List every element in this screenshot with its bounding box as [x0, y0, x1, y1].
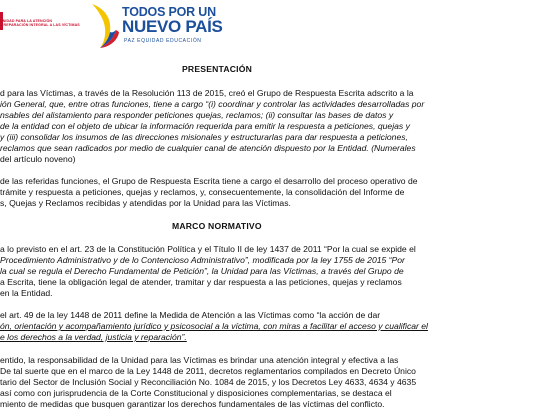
presentacion-p1-line3: nsables del alistamiento para responder peticiones quejas, reclamos; (ii) consultar las bases de datos y [0, 110, 394, 120]
marco-p1-line5: en la Entidad. [0, 288, 53, 298]
marco-p3-line5: miento de medidas que busquen garantizar los derechos fundamentales de las víctimas del conflicto. [0, 399, 385, 409]
presentacion-p2-line2: trámite y respuesta a peticiones, quejas y reclamos, y, consecuentemente, la consolidación del Informe de [0, 187, 405, 197]
presentacion-p1-line2: ión General, que, entre otras funciones, tiene a cargo “(i) coordinar y controlar las actividades desarrolladas por [0, 99, 425, 109]
slogan-line2: NUEVO PAÍS [122, 17, 223, 36]
marco-p2-line2: ón, orientación y acompañamiento jurídico y psicosocial a la víctima, con miras a facilitar el acceso y cualificar el [0, 321, 428, 331]
todos-por-un-nuevo-pais-logo [88, 0, 228, 52]
slogan-tagline: PAZ EQUIDAD EDUCACIÓN [124, 38, 202, 44]
slogan-line1: TODOS POR UN [122, 5, 216, 19]
presentacion-p2-line1: de las referidas funciones, el Grupo de Respuesta Escrita tiene a cargo el desarrollo del proceso operativo de [0, 176, 418, 186]
section-title-marco-normativo: MARCO NORMATIVO [172, 221, 262, 231]
document-header [0, 0, 560, 52]
section-title-presentacion: PRESENTACIÓN [182, 64, 253, 74]
marco-p2-line3: e los derechos a la verdad, justicia y reparación”. [0, 332, 187, 342]
marco-p3-line4: así como con jurisprudencia de la Corte Constitucional y disposiciones complementarias, se destaca el [0, 388, 392, 398]
presentacion-p2-line3: s, Quejas y Reclamos recibidas y atendidas por la Unidad para las Víctimas. [0, 198, 291, 208]
unidad-logo-line2: Y REPARACIÓN INTEGRAL A LAS VÍCTIMAS [0, 23, 80, 27]
marco-p1-line4: a Escrita, tiene la obligación legal de atender, tramitar y dar respuesta a las peticiones, quejas y reclamos [0, 277, 402, 287]
marco-p3-line2: De tal suerte que en el marco de la Ley 1448 de 2011, decretos reglamentarios compilados en Decreto Único [0, 366, 416, 376]
marco-p3-line3: tario del Sector de Inclusión Social y Reconciliación No. 1084 de 2015, y los Decretos Ley 4633, 4634 y 4635 [0, 377, 417, 387]
marco-p1-line1: a lo previsto en el art. 23 de la Constitución Política y el Título II de ley 1437 de 2011 “Por la cual se expide el [0, 244, 416, 254]
marco-p1-line2: Procedimiento Administrativo y de lo Contencioso Administrativo”, modificada por la ley 1755 de 2015 “Por [0, 255, 405, 265]
unidad-victimas-logo [0, 6, 80, 30]
presentacion-p1-line5: y (iii) consolidar los insumos de las direcciones misionales y estructurarlas para dar respuesta a peticiones, [0, 132, 408, 142]
marco-p3-line1: entido, la responsabilidad de la Unidad para las Víctimas es brindar una atención integral y efectiva a las [0, 355, 399, 365]
marco-p2-line1: el art. 49 de la ley 1448 de 2011 define la Medida de Atención a las Víctimas como “la acción de dar [0, 310, 381, 320]
presentacion-p1-line7: del artículo noveno) [0, 154, 76, 164]
presentacion-p1-line4: de la entidad con el objeto de ubicar la información requerida para emitir la respuesta a peticiones, quejas y [0, 121, 410, 131]
marco-p1-line3: la cual se regula el Derecho Fundamental de Petición”, la Unidad para las Víctimas, a través del Grupo de [0, 266, 404, 276]
presentacion-p1-line6: reclamos que sean radicados por medio de cualquier canal de atención dispuesto por la Entidad. (Numerales [0, 143, 416, 153]
presentacion-p1-line1: d para las Víctimas, a través de la Resolución 113 de 2015, creó el Grupo de Respuesta Escrita adscrito a la [0, 88, 414, 98]
colombia-flag-swoosh-icon [88, 2, 122, 50]
unidad-logo-line1: UNIDAD PARA LA ATENCIÓN [0, 19, 53, 23]
